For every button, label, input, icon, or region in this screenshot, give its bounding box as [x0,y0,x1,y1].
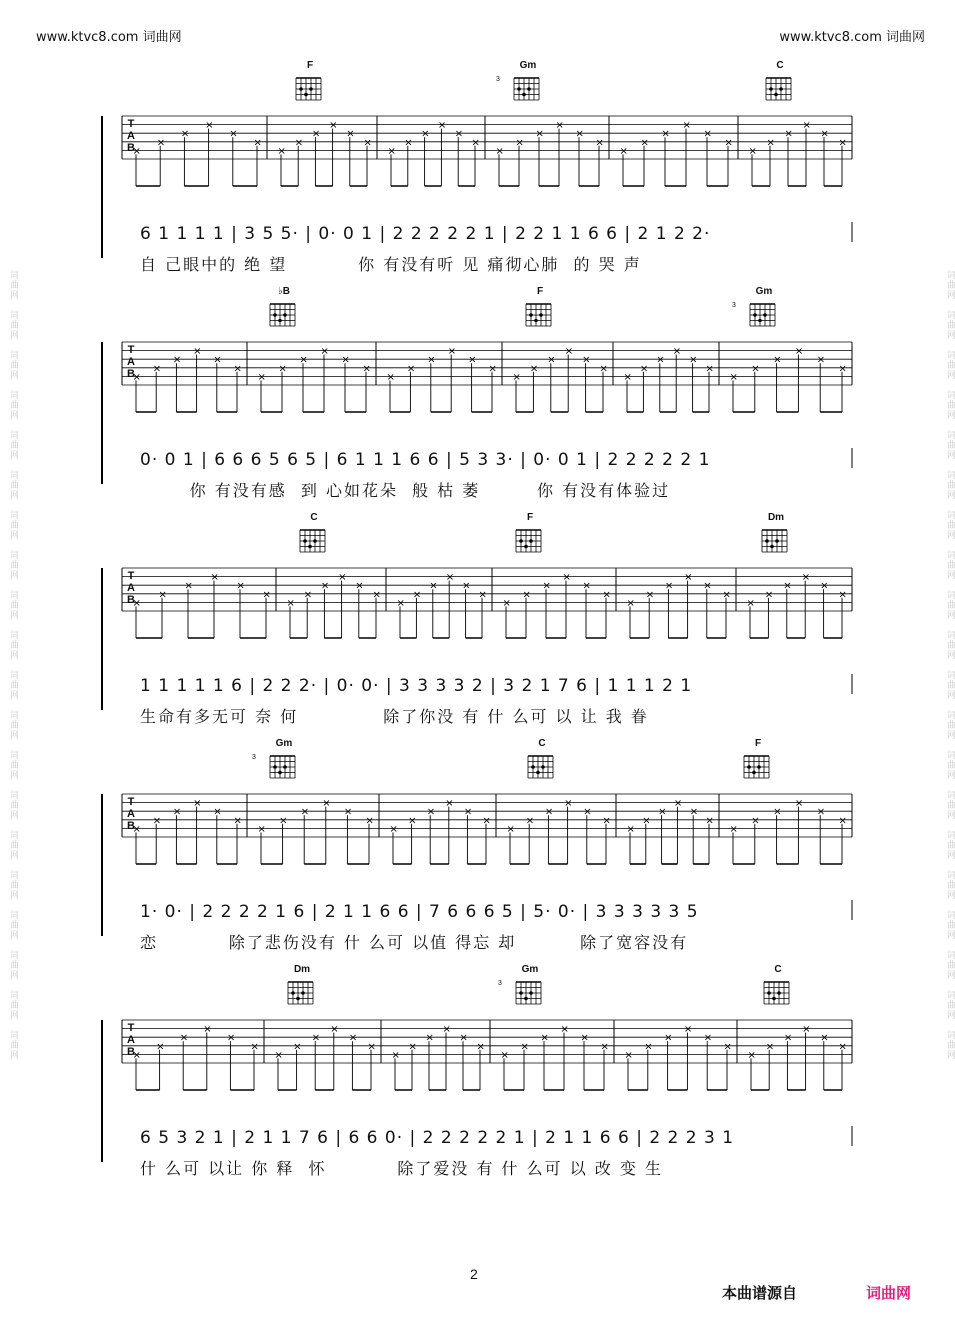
left-watermark-strip: 词曲网 词曲网 词曲网 词曲网 词曲网 词曲网 词曲网 词曲网 词曲网 词曲网 词曲网 词曲网 词曲网 词曲网 词曲网 词曲网 词曲网 词曲网 词曲网 词曲网 [8,270,18,1060]
svg-text:×: × [213,354,222,366]
svg-text:×: × [257,371,266,383]
svg-text:×: × [703,580,712,592]
jianpu-notes: 0· 0 1 | 6 6 6 5 6 5 | 6 1 1 1 6 6 | 5 3 3· | 0· 0 1 | 2 2 2 2 2 1 [140,450,711,470]
svg-text:×: × [705,363,714,375]
svg-text:×: × [274,1049,283,1061]
chord-name: C [538,738,546,749]
svg-text:×: × [689,806,699,818]
svg-text:×: × [802,1024,811,1036]
svg-text:×: × [522,589,531,601]
jianpu-notes: 6 5 3 2 1 | 2 1 1 7 6 | 6 6 0· | 2 2 2 2 2 1 | 2 1 1 6 6 | 2 2 2 3 1 [140,1128,735,1148]
svg-text:×: × [299,354,308,366]
svg-text:×: × [705,815,714,827]
svg-text:×: × [672,346,682,358]
svg-text:×: × [311,1032,321,1044]
svg-text:×: × [673,798,683,810]
svg-text:×: × [515,137,524,149]
svg-text:×: × [838,1041,847,1053]
svg-text:×: × [421,128,430,140]
svg-text:×: × [582,354,591,366]
svg-text:×: × [783,580,792,592]
svg-text:×: × [664,580,674,592]
svg-text:×: × [784,128,793,140]
svg-text:×: × [658,806,667,818]
svg-text:×: × [564,346,574,358]
score-system [92,62,862,272]
svg-text:×: × [362,363,371,375]
chord-name: F [536,286,544,297]
svg-text:×: × [396,597,405,609]
score-system [92,514,862,724]
svg-text:×: × [838,815,847,827]
svg-text:×: × [482,815,491,827]
svg-text:×: × [203,1024,212,1036]
svg-text:×: × [372,589,381,601]
svg-text:×: × [427,354,436,366]
svg-text:×: × [193,346,202,358]
svg-text:×: × [488,363,497,375]
svg-text:×: × [816,806,826,818]
svg-text:×: × [132,371,141,383]
svg-text:×: × [343,806,353,818]
svg-text:×: × [575,128,584,140]
svg-text:×: × [132,145,141,157]
svg-text:×: × [512,371,521,383]
svg-text:×: × [363,137,372,149]
svg-text:×: × [471,137,480,149]
page-number: 2 [470,1266,478,1282]
chord-fret-number: 3 [252,754,256,761]
svg-text:×: × [746,597,755,609]
svg-text:×: × [724,137,733,149]
header-site-right: www.ktvc8.com 词曲网 [779,30,925,45]
chord-name: Gm [755,286,773,297]
svg-text:×: × [502,597,511,609]
svg-text:×: × [645,589,655,601]
svg-text:×: × [445,798,454,810]
svg-text:×: × [205,120,214,132]
lyrics-line: 生命有多无可 奈 何 除了你没 有 什 么可 以 让 我 眷 [140,707,649,726]
site-logo: 词曲网 [866,1284,912,1302]
svg-text:×: × [751,815,760,827]
svg-text:×: × [623,371,632,383]
svg-text:×: × [794,346,804,358]
svg-text:×: × [602,589,611,601]
svg-text:×: × [346,128,355,140]
svg-text:×: × [329,120,338,132]
chord-name: ♭B [278,286,290,297]
svg-text:×: × [213,806,222,818]
svg-text:×: × [689,354,698,366]
svg-text:×: × [495,145,504,157]
svg-text:×: × [838,137,847,149]
svg-text:×: × [529,363,539,375]
svg-text:×: × [682,120,691,132]
svg-text:×: × [330,1024,339,1036]
svg-text:×: × [600,1041,609,1053]
svg-text:×: × [132,1049,141,1061]
chord-name: C [774,964,782,975]
lyrics-line: 什 么可 以让 你 释 怀 除了爱没 有 什 么可 以 改 变 生 [140,1159,663,1178]
svg-text:×: × [816,354,826,366]
watermark-text: 词曲网 [8,270,18,300]
source-label: 本曲谱源自 [722,1284,798,1302]
svg-text:×: × [445,572,455,584]
svg-text:×: × [562,572,571,584]
svg-text:×: × [564,798,573,810]
svg-text:×: × [703,1032,713,1044]
svg-text:×: × [348,1032,358,1044]
svg-text:×: × [544,806,554,818]
svg-text:×: × [184,580,193,592]
svg-text:×: × [683,1024,693,1036]
svg-text:×: × [442,1024,451,1036]
svg-text:×: × [236,580,245,592]
svg-text:×: × [838,589,847,601]
svg-text:×: × [193,798,202,810]
svg-text:×: × [820,128,829,140]
svg-text:×: × [179,1032,189,1044]
svg-text:×: × [722,589,731,601]
score-system [92,288,862,498]
svg-text:×: × [820,580,829,592]
svg-text:×: × [250,1041,259,1053]
svg-text:×: × [355,580,364,592]
chord-name: C [776,60,784,71]
svg-text:×: × [540,1032,549,1044]
svg-text:×: × [729,823,738,835]
svg-text:×: × [293,1041,302,1053]
svg-text:×: × [365,815,374,827]
svg-text:×: × [542,580,551,592]
svg-text:×: × [478,589,487,601]
svg-text:×: × [748,145,757,157]
svg-text:×: × [783,1032,793,1044]
svg-text:×: × [233,815,242,827]
svg-text:×: × [454,128,464,140]
svg-text:×: × [152,363,162,375]
svg-text:×: × [661,128,670,140]
tab-label: T A B [127,1022,135,1058]
svg-text:×: × [476,1041,485,1053]
svg-text:×: × [765,1041,775,1053]
svg-text:×: × [132,597,141,609]
svg-text:×: × [838,363,847,375]
svg-text:×: × [644,1041,653,1053]
svg-text:×: × [751,363,760,375]
svg-text:×: × [386,371,395,383]
chord-fret-number: 3 [498,980,502,987]
svg-text:×: × [425,1032,434,1044]
svg-text:×: × [773,806,782,818]
tab-label: T A B [127,118,135,154]
svg-text:×: × [520,1041,529,1053]
svg-text:×: × [391,1049,400,1061]
svg-text:×: × [412,589,422,601]
chord-name: F [306,60,314,71]
chord-name: C [310,512,318,523]
svg-text:×: × [468,354,477,366]
svg-text:×: × [286,597,295,609]
svg-text:×: × [408,1041,417,1053]
svg-text:×: × [626,823,635,835]
svg-text:×: × [341,354,350,366]
svg-text:×: × [640,137,649,149]
svg-text:×: × [408,815,417,827]
tab-label: T A B [127,796,135,832]
right-watermark-strip: 词曲网 词曲网 词曲网 词曲网 词曲网 词曲网 词曲网 词曲网 词曲网 词曲网 词曲网 词曲网 词曲网 词曲网 词曲网 词曲网 词曲网 词曲网 词曲网 词曲网 [945,270,955,1060]
svg-text:×: × [338,572,347,584]
svg-text:×: × [525,815,535,827]
svg-text:×: × [447,346,457,358]
score-system [92,740,862,950]
chord-name: Gm [275,738,293,749]
svg-text:×: × [172,354,182,366]
svg-text:×: × [583,806,592,818]
svg-text:×: × [320,580,330,592]
svg-text:×: × [429,580,438,592]
svg-text:×: × [437,120,447,132]
svg-text:×: × [602,815,611,827]
svg-text:×: × [595,137,604,149]
svg-text:×: × [555,120,564,132]
svg-text:×: × [801,572,811,584]
svg-text:×: × [233,363,242,375]
svg-text:×: × [639,363,649,375]
svg-text:×: × [766,137,775,149]
lyrics-line: 你 有没有感 到 心如花朵 般 枯 萎 你 有没有体验过 [140,481,671,500]
svg-text:×: × [462,580,471,592]
chord-name: F [754,738,762,749]
svg-text:×: × [132,823,141,835]
svg-text:×: × [156,137,166,149]
svg-text:×: × [459,1032,468,1044]
svg-text:×: × [367,1041,376,1053]
svg-text:×: × [389,823,398,835]
svg-text:×: × [642,815,651,827]
svg-text:×: × [426,806,436,818]
svg-text:×: × [172,806,182,818]
svg-text:×: × [303,589,313,601]
svg-text:×: × [535,128,544,140]
jianpu-notes: 1· 0· | 2 2 2 2 1 6 | 2 1 1 6 6 | 7 6 6 6 5 | 5· 0· | 3 3 3 3 3 5 [140,902,699,922]
svg-text:×: × [277,145,286,157]
tab-label: T A B [127,344,135,380]
svg-text:×: × [387,145,396,157]
svg-text:×: × [257,823,266,835]
tab-label: T A B [127,570,135,606]
svg-text:×: × [703,128,712,140]
chord-fret-number: 3 [732,302,736,309]
svg-text:×: × [773,354,782,366]
svg-text:×: × [253,137,262,149]
svg-text:×: × [802,120,811,132]
chord-name: Dm [293,964,311,975]
svg-text:×: × [229,128,238,140]
chord-name: Gm [521,964,539,975]
svg-text:×: × [624,1049,633,1061]
chord-fret-number: 3 [496,76,500,83]
svg-text:×: × [599,363,608,375]
svg-text:×: × [560,1024,569,1036]
svg-text:×: × [747,1049,756,1061]
svg-text:×: × [463,806,473,818]
jianpu-notes: 1 1 1 1 1 6 | 2 2 2· | 0· 0· | 3 3 3 3 2 | 3 2 1 7 6 | 1 1 1 2 1 [140,676,693,696]
svg-text:×: × [664,1032,673,1044]
svg-text:×: × [262,589,271,601]
svg-text:×: × [619,145,628,157]
svg-text:×: × [158,589,167,601]
svg-text:×: × [500,1049,509,1061]
svg-text:×: × [311,128,321,140]
svg-text:×: × [210,572,219,584]
svg-text:×: × [723,1041,732,1053]
svg-text:×: × [278,363,287,375]
svg-text:×: × [547,354,556,366]
svg-text:×: × [656,354,665,366]
svg-text:×: × [300,806,310,818]
chord-name: F [526,512,534,523]
svg-text:×: × [729,371,738,383]
svg-text:×: × [580,1032,589,1044]
svg-text:×: × [626,597,635,609]
svg-text:×: × [322,798,331,810]
svg-text:×: × [406,363,416,375]
svg-text:×: × [506,823,515,835]
svg-text:×: × [294,137,304,149]
svg-text:×: × [226,1032,236,1044]
lyrics-line: 自 己眼中的 绝 望 你 有没有听 见 痛彻心肺 的 哭 声 [140,255,642,274]
svg-text:×: × [764,589,774,601]
svg-text:×: × [404,137,413,149]
chord-name: Gm [519,60,537,71]
svg-text:×: × [794,798,804,810]
svg-text:×: × [156,1041,165,1053]
svg-text:×: × [152,815,162,827]
lyrics-line: 恋 除了悲伤没有 什 么可 以值 得忘 却 除了宽容没有 [140,933,689,952]
svg-text:×: × [582,580,591,592]
svg-text:×: × [180,128,190,140]
jianpu-notes: 6 1 1 1 1 | 3 5 5· | 0· 0 1 | 2 2 2 2 2 1 | 2 2 1 1 6 6 | 2 1 2 2· [140,224,711,244]
header-site-left: www.ktvc8.com 词曲网 [36,30,182,45]
svg-text:×: × [320,346,329,358]
score-system [92,966,862,1176]
svg-text:×: × [684,572,693,584]
svg-text:×: × [820,1032,829,1044]
svg-text:×: × [279,815,288,827]
chord-name: Dm [767,512,785,523]
